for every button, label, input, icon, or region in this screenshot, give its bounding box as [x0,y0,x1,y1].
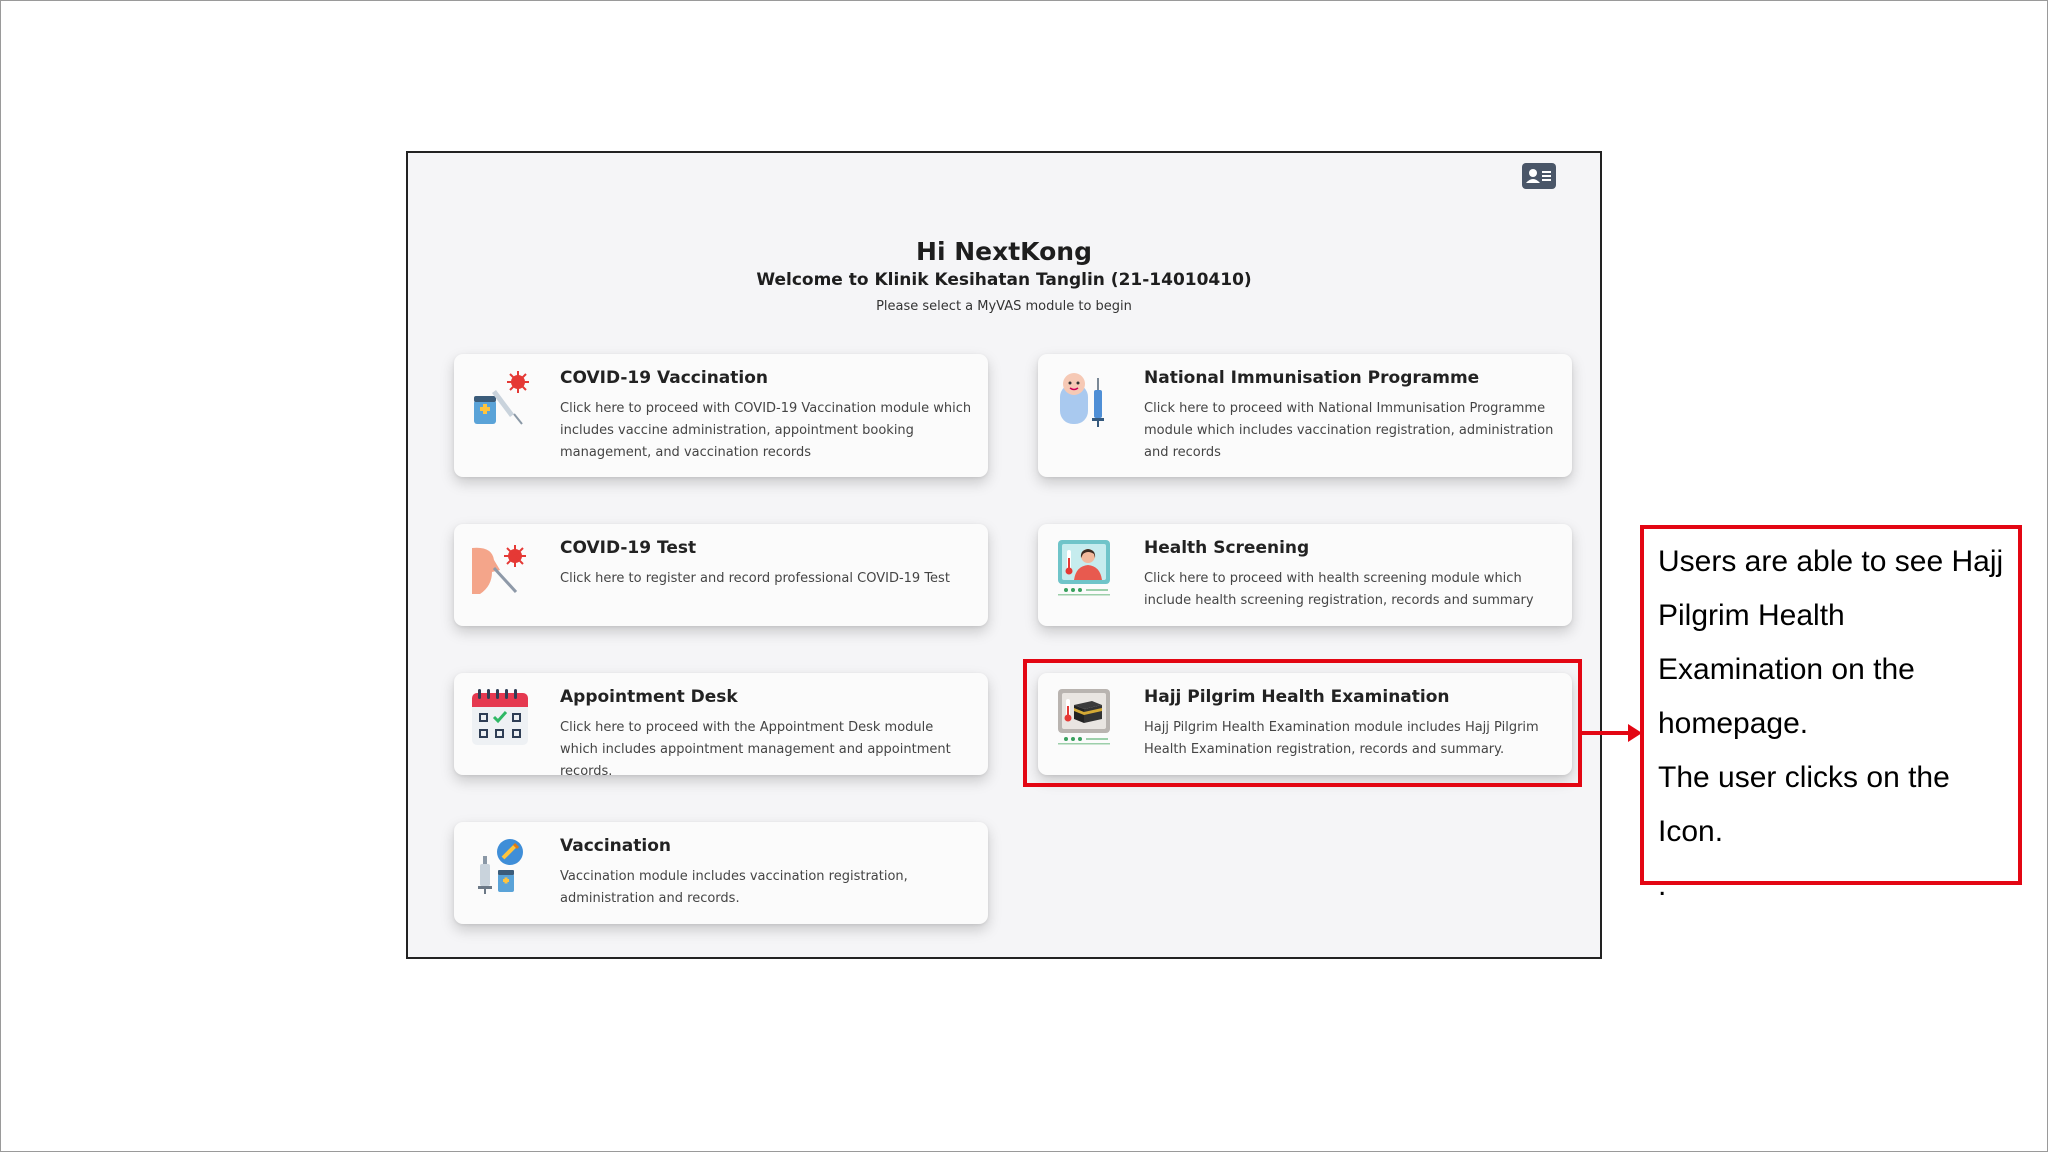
greeting: Hi NextKong [916,237,1092,266]
instruction-text: Please select a MyVAS module to begin [876,299,1132,314]
module-title: COVID-19 Test [560,538,697,558]
kaaba-icon [1054,687,1114,747]
user-card-icon [1522,163,1556,189]
module-title: National Immunisation Programme [1144,368,1480,388]
module-card-covid19-test[interactable] [454,524,988,626]
health-screening-icon [1054,538,1114,598]
module-title: COVID-19 Vaccination [560,368,769,388]
module-description: Vaccination module includes vaccination registration, administration and records. [560,869,908,906]
module-card-health-screening[interactable] [1038,524,1572,626]
callout-line: Icon. [1658,815,1724,848]
callout-line: Users are able to see Hajj [1658,545,2004,578]
module-description: Click here to proceed with health screening module which include health screening registration, records and summary [1144,571,1534,608]
module-description: Click here to proceed with National Immunisation Programme module which includes vaccination registration, administration and records [1144,401,1554,460]
callout-line: Pilgrim Health [1658,599,1845,632]
baby-syringe-icon [1054,368,1114,428]
profile-button[interactable] [1522,163,1556,189]
module-title: Health Screening [1144,538,1310,558]
module-description: Hajj Pilgrim Health Examination module includes Hajj Pilgrim Health Examination registration, records and summary. [1144,720,1539,757]
vaccine-vial-icon [470,368,530,428]
module-description: Click here to register and record professional COVID-19 Test [560,571,950,586]
welcome-message: Welcome to Klinik Kesihatan Tanglin (21-14010410) [756,270,1252,290]
callout-line: . [1658,869,1667,902]
module-description: Click here to proceed with COVID-19 Vaccination module which includes vaccine administration, appointment booking management, and vaccination records [560,401,972,460]
module-card-national-immunisation[interactable] [1038,354,1572,477]
module-card-covid19-vaccination[interactable] [454,354,988,477]
module-card-vaccination[interactable] [454,822,988,924]
module-description: Click here to proceed with the Appointment Desk module which includes appointment management and appointment records. [560,720,951,779]
module-title: Vaccination [560,836,671,856]
nasal-swab-icon [470,538,530,598]
annotation-callout [1640,525,2022,902]
module-title: Appointment Desk [560,687,738,707]
app-screenshot [406,151,1602,959]
module-card-appointment-desk[interactable] [454,673,988,779]
callout-line: homepage. [1658,707,1809,740]
calendar-icon [470,687,530,747]
callout-line: Examination on the [1658,653,1915,686]
module-title: Hajj Pilgrim Health Examination [1144,687,1450,707]
module-card-hajj-pilgrim-health-examination[interactable] [1038,673,1572,775]
vaccination-icon [470,836,530,896]
callout-line: The user clicks on the [1658,761,1950,794]
